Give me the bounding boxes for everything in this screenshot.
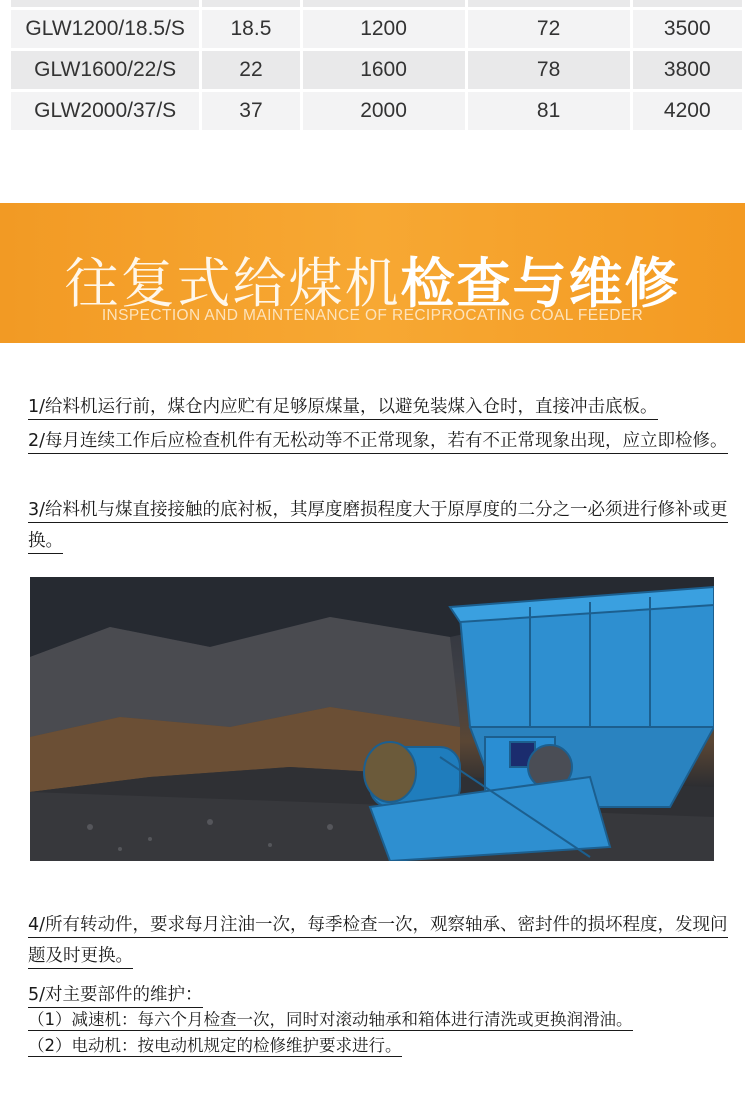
- table-cell: [11, 0, 199, 7]
- table-cell: 1600: [303, 51, 465, 89]
- item-3-text: 3/给料机与煤直接接触的底衬板，其厚度磨损程度大于原厚度的二分之一必须进行修补或更换。: [28, 500, 728, 554]
- table-cell: 72: [468, 10, 630, 48]
- table-cell: [202, 0, 299, 7]
- coal-feeder-illustration: [30, 577, 714, 861]
- table-cell: [633, 0, 742, 7]
- table-cell: 2000: [303, 92, 465, 130]
- item-2: [28, 426, 728, 457]
- table-cell: 37: [202, 92, 299, 130]
- item-5-text: 5/对主要部件的维护：: [28, 985, 203, 1008]
- item-1-text: 1/给料机运行前，煤仓内应贮有足够原煤量，以避免装煤入仓时，直接冲击底板。: [28, 397, 658, 420]
- item-5-sub-1: [28, 1008, 743, 1032]
- item-4: [28, 910, 728, 972]
- table-cell: 3500: [633, 10, 742, 48]
- table-cell: 18.5: [202, 10, 299, 48]
- spec-table: [8, 0, 745, 133]
- table-cell: GLW2000/37/S: [11, 92, 199, 130]
- table-cell: [468, 0, 630, 7]
- banner-title-light: 往复式给煤机: [64, 252, 401, 315]
- banner-title-bold: 检查与维修: [400, 252, 681, 315]
- table-cell: GLW1200/18.5/S: [11, 10, 199, 48]
- item-3: [28, 495, 728, 557]
- table-row: [11, 51, 742, 89]
- table-cell: 22: [202, 51, 299, 89]
- table-row: [11, 10, 742, 48]
- table-cell: [303, 0, 465, 7]
- table-cell: 4200: [633, 92, 742, 130]
- table-cell: 81: [468, 92, 630, 130]
- table-cell: 78: [468, 51, 630, 89]
- table-cell: GLW1600/22/S: [11, 51, 199, 89]
- table-cell: 1200: [303, 10, 465, 48]
- item-5-sub-2: [28, 1034, 743, 1058]
- item-2-text: 2/每月连续工作后应检查机件有无松动等不正常现象，若有不正常现象出现，应立即检修。: [28, 431, 728, 454]
- item-4-text: 4/所有转动件，要求每月注油一次，每季检查一次，观察轴承、密封件的损坏程度，发现问题及时更换。: [28, 915, 728, 969]
- item-5-sub-1-text: （1）减速机：每六个月检查一次，同时对滚动轴承和箱体进行清洗或更换润滑油。: [28, 1010, 633, 1029]
- table-row: [11, 0, 742, 7]
- section-banner: [0, 203, 745, 343]
- item-5-sub-2-text: （2）电动机：按电动机规定的检修维护要求进行。: [28, 1036, 402, 1055]
- item-1: [28, 392, 728, 423]
- table-cell: 3800: [633, 51, 742, 89]
- table-row: [11, 92, 742, 130]
- item-5: [28, 980, 728, 1011]
- banner-subtitle: INSPECTION AND MAINTENANCE OF RECIPROCATING COAL FEEDER: [101, 307, 644, 324]
- coal-feeder-photo: [30, 577, 714, 861]
